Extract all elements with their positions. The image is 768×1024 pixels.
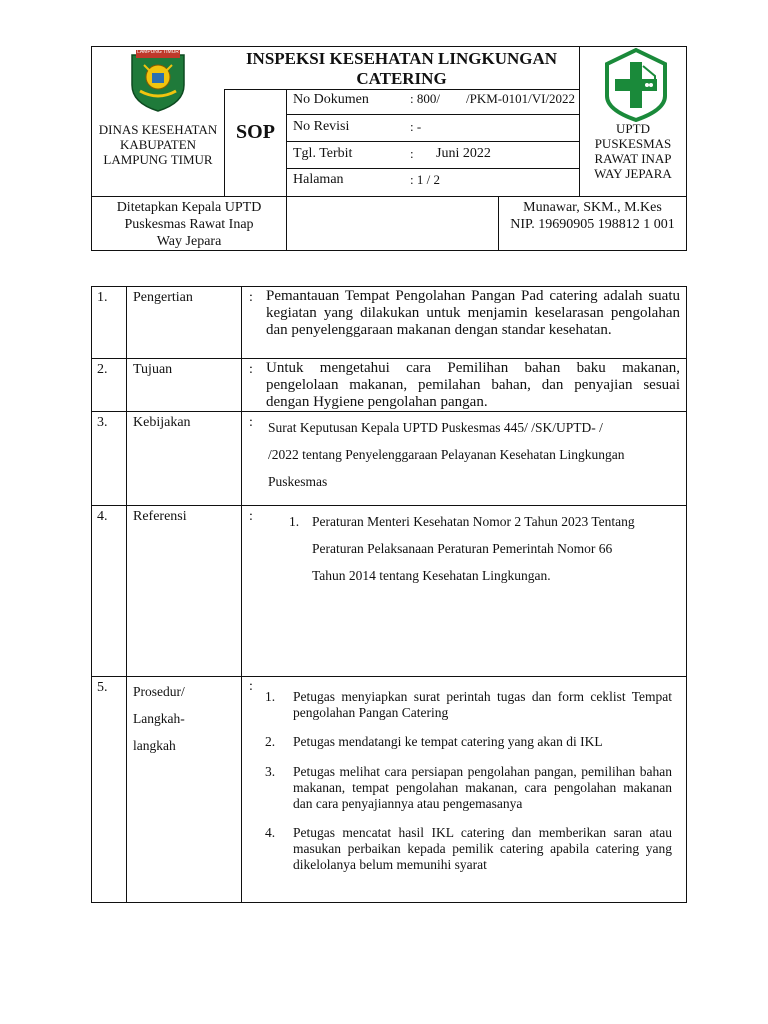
field-value-no-revisi: : - bbox=[410, 119, 422, 134]
row-2-number: 2. bbox=[97, 362, 108, 377]
row-2-text: Untuk mengetahui cara Pemilihan bahan baku makanan, pengelolaan makanan, pemilahan bahan, dan penyajian sesuai dengan Hygiene pengolahan pangan. bbox=[266, 360, 680, 410]
row-4-text: Peraturan Menteri Kesehatan Nomor 2 Tahun 2023 Tentang Peraturan Pelaksanaan Peraturan Pemerintah Nomor 66 Tahun 2014 tentang Kesehatan Lingkungan. bbox=[312, 514, 635, 583]
field-extra-tgl-terbit: Juni 2022 bbox=[436, 146, 491, 161]
field-label-tgl-terbit: Tgl. Terbit bbox=[293, 146, 353, 161]
row-1-label: Pengertian bbox=[133, 290, 193, 305]
row-2-label: Tujuan bbox=[133, 362, 173, 377]
field-extra-no-dokumen: /PKM-0101/VI/2022 bbox=[466, 91, 576, 106]
field-label-no-revisi: No Revisi bbox=[293, 119, 350, 134]
row-5-number: 5. bbox=[97, 680, 108, 695]
row-3-text: Surat Keputusan Kepala UPTD Puskesmas 445/ /SK/UPTD- / /2022 tentang Penyelenggaraan Pelayanan Kesehatan Lingkungan Puskesmas bbox=[268, 420, 625, 489]
field-value-tgl-terbit: : bbox=[410, 146, 414, 161]
row-5-colon: : bbox=[249, 679, 253, 694]
row-4-label: Referensi bbox=[133, 509, 187, 524]
row-5-label: Prosedur/ Langkah- langkah bbox=[133, 684, 185, 753]
procedure-step: 4. Petugas mencatat hasil IKL catering dan memberikan saran atau masukan perbaikan kepada pemilik catering apabila catering yang dikelolanya belum memunihi syarat bbox=[265, 825, 672, 872]
document-title: INSPEKSI KESEHATAN LINGKUNGAN CATERING bbox=[245, 49, 558, 88]
left-logo-banner: LAMPUNG TIMUR bbox=[137, 49, 179, 55]
field-label-halaman: Halaman bbox=[293, 172, 344, 187]
left-org-name: DINAS KESEHATAN KABUPATEN LAMPUNG TIMUR bbox=[98, 122, 218, 167]
procedure-list bbox=[265, 689, 672, 886]
row-2-colon: : bbox=[249, 362, 253, 377]
row-1-colon: : bbox=[249, 290, 253, 305]
row-4-item-number: 1. bbox=[289, 514, 300, 529]
lampung-timur-logo bbox=[128, 47, 188, 113]
approval-text: Ditetapkan Kepala UPTD Puskesmas Rawat Inap Way Jepara bbox=[116, 200, 262, 249]
row-3-number: 3. bbox=[97, 415, 108, 430]
row-4-colon: : bbox=[249, 509, 253, 524]
signer-block bbox=[499, 199, 686, 233]
procedure-step: 1. Petugas menyiapkan surat perintah tugas dan form ceklist Tempat pengolahan Pangan Catering bbox=[265, 689, 672, 720]
signer-nip: NIP. 19690905 198812 1 001 bbox=[510, 217, 675, 232]
puskesmas-logo bbox=[605, 48, 667, 122]
procedure-step: 3. Petugas melihat cara persiapan pengolahan pangan, pemilihan bahan makanan, tempat pengolahan makanan, cara pengolahan makanan dan cara penyajiannya atau pengemasanya bbox=[265, 764, 672, 811]
signer-name: Munawar, SKM., M.Kes bbox=[523, 200, 662, 215]
procedure-step: 2. Petugas mendatangi ke tempat catering yang akan di IKL bbox=[265, 734, 603, 749]
row-1-number: 1. bbox=[97, 290, 108, 305]
right-org-name: UPTD PUSKESMAS RAWAT INAP WAY JEPARA bbox=[594, 121, 672, 181]
row-1-text: Pemantauan Tempat Pengolahan Pangan Pad catering adalah suatu kegiatan yang dilakukan untuk menjamin keselarasan pengolahan dan penyelenggaraan makanan dengan standar kesehatan. bbox=[266, 288, 680, 338]
row-3-label: Kebijakan bbox=[133, 415, 191, 430]
field-value-no-dokumen: : 800/ bbox=[410, 91, 440, 106]
sop-label: SOP bbox=[236, 121, 275, 143]
field-label-no-dokumen: No Dokumen bbox=[293, 92, 369, 107]
row-3-colon: : bbox=[249, 415, 253, 430]
row-4-number: 4. bbox=[97, 509, 108, 524]
field-value-halaman: : 1 / 2 bbox=[410, 172, 440, 187]
